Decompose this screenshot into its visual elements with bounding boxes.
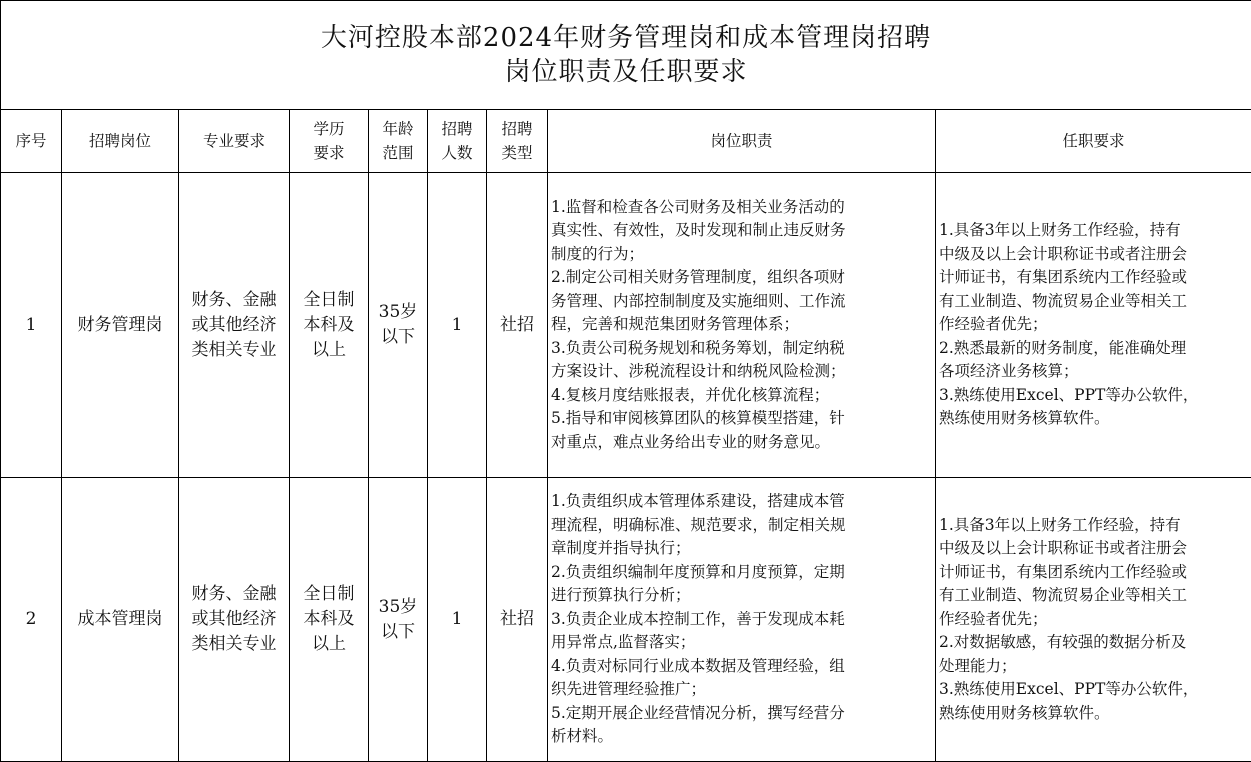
row-duties [548, 173, 936, 478]
row-education-line: 全日制 [303, 289, 355, 310]
requirement-line: 作经验者优先； [939, 315, 1048, 334]
row-education [290, 478, 369, 762]
table-row [1, 478, 1251, 762]
requirement-line: 熟练使用财务核算软件。 [939, 409, 1110, 428]
row-major-line: 类相关专业 [191, 339, 277, 360]
row-major-line: 或其他经济 [191, 609, 277, 629]
duty-line: 织先进管理经验推广； [551, 680, 707, 699]
header-major [179, 110, 290, 173]
duty-line: 2.负责组织编制年度预算和月度预算，定期 [551, 562, 845, 581]
row-requirements [936, 173, 1251, 478]
header-row [1, 110, 1251, 173]
row-major-line: 或其他经济 [191, 314, 277, 335]
row-age [369, 478, 428, 762]
row-type: 社招 [487, 173, 548, 478]
header-age-line: 范围 [382, 144, 414, 162]
requirement-line: 有工业制造、物流贸易企业等相关工 [939, 586, 1188, 605]
row-major [179, 173, 290, 478]
row-education-line: 本科及 [303, 609, 355, 629]
row-major-line: 类相关专业 [191, 634, 277, 654]
row-education-line: 以上 [312, 339, 346, 360]
row-seq: 1 [1, 173, 62, 478]
duty-line: 1.监督和检查各公司财务及相关业务活动的 [551, 197, 845, 216]
header-education [290, 110, 369, 173]
row-education-line: 全日制 [303, 584, 355, 604]
row-position: 成本管理岗 [62, 478, 179, 762]
row-age [369, 173, 428, 478]
requirement-line: 1.具备3年以上财务工作经验，持有 [939, 221, 1181, 240]
requirement-line: 2.对数据敏感，有较强的数据分析及 [939, 633, 1187, 652]
duty-line: 章制度并指导执行； [551, 539, 691, 558]
title-line-2: 岗位职责及任职要求 [504, 57, 748, 87]
title-line-1: 大河控股本部2024年财务管理岗和成本管理岗招聘 [320, 23, 932, 53]
duty-line: 对重点，难点业务给出专业的财务意见。 [551, 432, 831, 451]
duty-line: 3.负责企业成本控制工作，善于发现成本耗 [551, 609, 845, 628]
requirement-line: 3.熟练使用Excel、PPT等办公软件， [939, 385, 1199, 404]
requirement-line: 中级及以上会计职称证书或者注册会 [939, 244, 1188, 263]
row-age-line: 以下 [381, 327, 415, 347]
header-count-line: 人数 [441, 144, 473, 162]
header-major-line: 专业要求 [202, 132, 265, 150]
row-type: 社招 [487, 478, 548, 762]
header-education-line: 学历 [313, 120, 345, 138]
requirement-line: 1.具备3年以上财务工作经验，持有 [939, 515, 1181, 534]
duty-line: 3.负责公司税务规划和税务筹划，制定纳税 [551, 338, 845, 357]
duty-line: 方案设计、涉税流程设计和纳税风险检测； [551, 362, 846, 381]
duty-line: 1.负责组织成本管理体系建设，搭建成本管 [551, 492, 845, 511]
header-duties: 岗位职责 [548, 110, 936, 173]
requirement-line: 计师证书，有集团系统内工作经验或 [939, 268, 1188, 287]
header-age [369, 110, 428, 173]
header-seq: 序号 [1, 110, 62, 173]
row-age-line: 以下 [381, 621, 415, 642]
requirement-line: 有工业制造、物流贸易企业等相关工 [939, 291, 1188, 310]
row-age-line: 35岁 [378, 596, 418, 617]
duty-line: 进行预算执行分析； [551, 586, 691, 605]
duty-line: 2.制定公司相关财务管理制度，组织各项财 [551, 268, 845, 287]
requirement-line: 3.熟练使用Excel、PPT等办公软件， [939, 680, 1199, 699]
row-education [290, 173, 369, 478]
row-major-line: 财务、金融 [191, 289, 277, 310]
row-duties [548, 478, 936, 762]
header-type [487, 110, 548, 173]
table-row [1, 173, 1251, 478]
header-type-line: 类型 [501, 144, 533, 162]
row-major-line: 财务、金融 [191, 584, 277, 604]
requirement-line: 作经验者优先； [939, 609, 1048, 628]
requirement-line: 中级及以上会计职称证书或者注册会 [939, 539, 1188, 558]
duty-line: 务管理、内部控制制度及实施细则、工作流 [551, 291, 846, 310]
header-count [428, 110, 487, 173]
duty-line: 4.复核月度结账报表，并优化核算流程； [551, 385, 830, 404]
duty-line: 真实性、有效性，及时发现和制止违反财务 [551, 221, 846, 240]
requirement-line: 熟练使用财务核算软件。 [939, 703, 1110, 722]
duty-line: 制度的行为； [551, 244, 645, 263]
header-age-line: 年龄 [382, 120, 414, 138]
row-major [179, 478, 290, 762]
header-count-line: 招聘 [441, 120, 473, 138]
row-age-line: 35岁 [378, 302, 418, 322]
row-position: 财务管理岗 [62, 173, 179, 478]
duty-line: 理流程，明确标准、规范要求，制定相关规 [551, 515, 846, 534]
header-type-line: 招聘 [501, 120, 533, 138]
header-education-line: 要求 [313, 144, 345, 162]
requirement-line: 2.熟悉最新的财务制度，能准确处理 [939, 338, 1187, 357]
header-requirements: 任职要求 [936, 110, 1251, 173]
requirement-line: 计师证书，有集团系统内工作经验或 [939, 562, 1188, 581]
header-position: 招聘岗位 [62, 110, 179, 173]
requirement-line: 处理能力； [939, 656, 1017, 675]
requirement-line: 各项经济业务核算； [939, 362, 1079, 381]
row-count: 1 [428, 173, 487, 478]
row-count: 1 [428, 478, 487, 762]
duty-line: 5.定期开展企业经营情况分析，撰写经营分 [551, 703, 845, 722]
row-seq: 2 [1, 478, 62, 762]
duty-line: 4.负责对标同行业成本数据及管理经验，组 [551, 656, 845, 675]
table-title [1, 1, 1251, 110]
duty-line: 析材料。 [551, 727, 614, 746]
row-education-line: 本科及 [303, 314, 355, 335]
duty-line: 用异常点,监督落实； [551, 633, 696, 652]
duty-line: 程，完善和规范集团财务管理体系； [551, 315, 800, 334]
row-education-line: 以上 [312, 634, 346, 654]
duty-line: 5.指导和审阅核算团队的核算模型搭建，针 [551, 409, 845, 428]
row-requirements [936, 478, 1251, 762]
